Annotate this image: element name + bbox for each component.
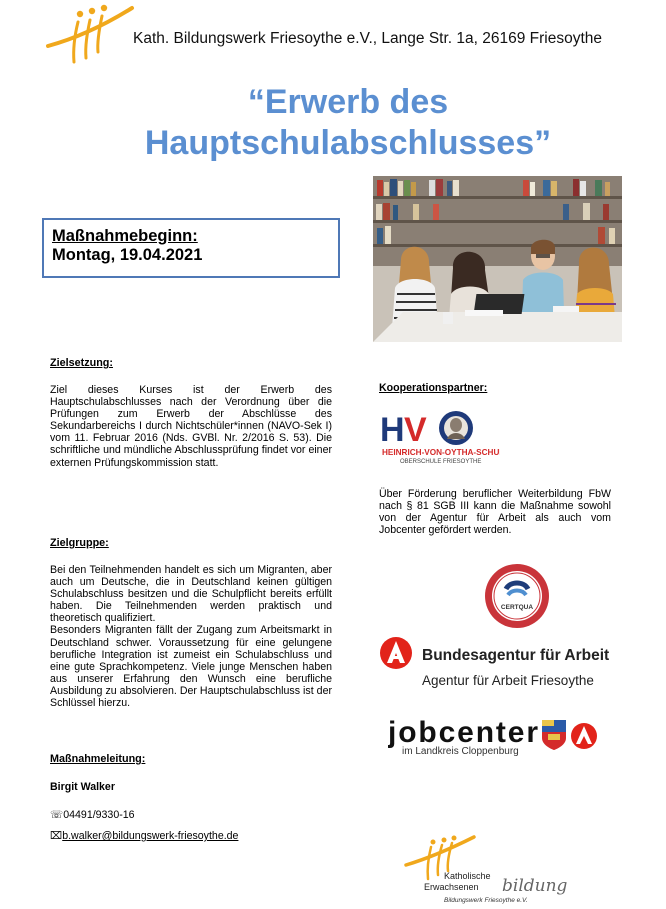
footer-logo-line-3: Bildungswerk Friesoythe e.V. <box>444 897 528 904</box>
title-line-2: Hauptschulabschlusses” <box>144 124 552 162</box>
jobcenter-logo <box>388 712 603 756</box>
zielgruppe-heading: Zielgruppe: <box>50 537 109 549</box>
svg-text:H: H <box>380 411 405 449</box>
kooperation-heading: Kooperationspartner: <box>379 382 488 394</box>
students-photo <box>373 176 622 342</box>
jobcenter-sub: im Landkreis Cloppenburg <box>402 746 519 756</box>
leitung-name: Birgit Walker <box>50 781 115 793</box>
hvo-school-logo <box>380 405 500 465</box>
phone-icon: ☏ <box>50 809 64 821</box>
start-date-value: Montag, 19.04.2021 <box>52 246 203 264</box>
footer-logo-bildung: bildung <box>502 876 568 896</box>
svg-text:V: V <box>404 411 427 449</box>
page-title <box>0 82 666 164</box>
footer-logo-line-1: Katholische <box>444 871 491 881</box>
zielgruppe-text-2: Besonders Migranten fällt der Zugang zum Arbeitsmarkt in Deutschland schwer. Voraussetzung für eine gelungene berufliche Integration ist zumeist ein Schulabschluss und eine gute Sprachkompetenz. Viele junge Menschen haben aus unserer Erfahrung den Wunsch eine berufliche Ausbildung zu absolvieren. Der Hauptschulabschluss ist der Schlüssel hierzu. <box>50 624 332 710</box>
zielgruppe-text-1: Bei den Teilnehmenden handelt es sich um Migranten, aber auch um Deutsche, die in Deutschland keinen gültigen Schulabschluss besitzen und die Schulpflicht bereits erfüllt haben. Die Teilnehmenden werden praktisch und theoretisch qualifiziert. <box>50 564 332 625</box>
leitung-heading: Maßnahmeleitung: <box>50 753 146 765</box>
start-date-box <box>42 218 340 278</box>
zielgruppe-body <box>50 564 332 709</box>
hvo-sub-text: OBERSCHULE FRIESOYTHE <box>400 459 482 465</box>
envelope-icon: ⌧ <box>50 830 63 842</box>
phone-number: 04491/9330-16 <box>63 809 135 821</box>
certqua-seal <box>484 563 550 629</box>
bundesagentur-logo <box>380 636 612 692</box>
hvo-name-text: HEINRICH-VON-OYTHA-SCHULE <box>382 448 500 457</box>
bildungswerk-logo-top <box>40 0 140 72</box>
certqua-text: CERTQUA <box>500 604 534 611</box>
header-address: Kath. Bildungswerk Friesoythe e.V., Lange Str. 1a, 26169 Friesoythe <box>133 30 603 47</box>
phone-line <box>50 809 332 821</box>
ba-line-2: Agentur für Arbeit Friesoythe <box>422 673 594 688</box>
title-line-1: “Erwerb des <box>247 83 449 121</box>
email-link[interactable]: b.walker@bildungswerk-friesoythe.de <box>62 830 239 842</box>
start-date-label: Maßnahmebeginn: <box>52 227 198 245</box>
jobcenter-text: jobcenter <box>388 716 538 749</box>
email-line <box>50 830 332 842</box>
zielsetzung-heading: Zielsetzung: <box>50 357 113 369</box>
footer-logo-line-2: Erwachsenen <box>424 882 479 892</box>
zielsetzung-text: Ziel dieses Kurses ist der Erwerb des Hauptschulabschlusses nach der Verordnung über die Prüfungen zum Erwerb der Abschlüsse des Sekundarbereichs I durch Nichtschüler*innen (NAVO-Sek I) vom 11. Februar 2016 (Nds. GVBl. Nr. 2/2016 S. 53). Die schriftliche und mündliche Abschlussprüfung findet vor einer externen Prüfungskommission statt. <box>50 384 332 469</box>
foerderung-text: Über Förderung beruflicher Weiterbildung FbW nach § 81 SGB III kann die Maßnahme sowohl von der Agentur für Arbeit als auch vom Jobcenter gefördert werden. <box>379 488 611 537</box>
bildungswerk-logo-bottom <box>404 835 584 905</box>
ba-line-1: Bundesagentur für Arbeit <box>422 647 610 664</box>
